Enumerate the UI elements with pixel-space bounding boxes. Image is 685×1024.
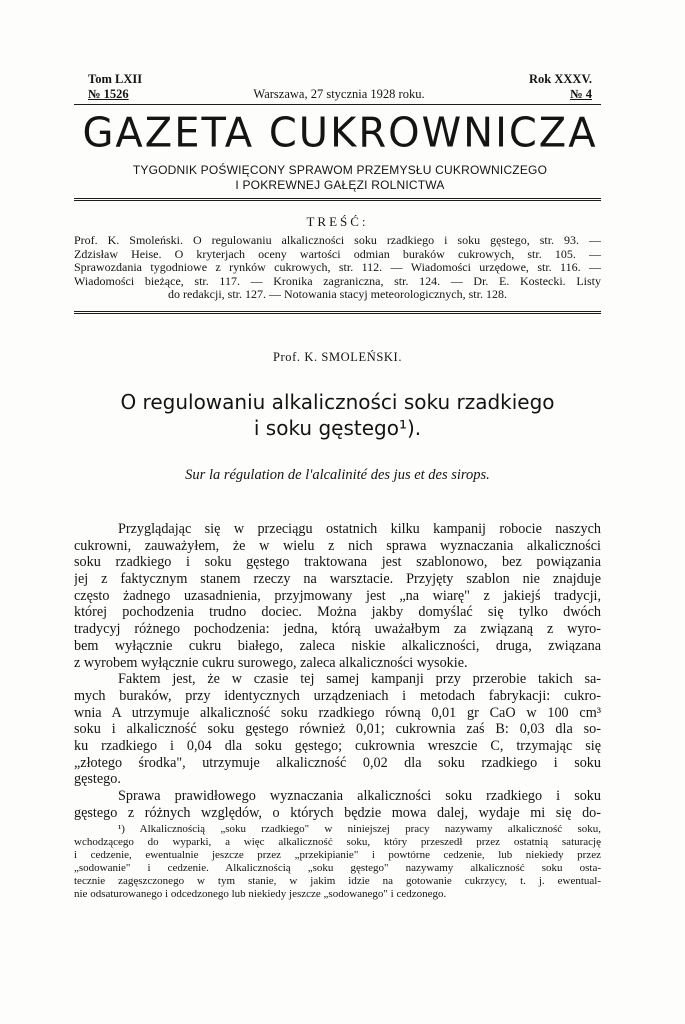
place-date: Warszawa, 27 stycznia 1928 roku. [253, 87, 425, 101]
volume-label: Tom LXII [88, 72, 143, 86]
contents-line: Prof. K. Smoleński. O regulowaniu alkaliczności soku rzadkiego i soku gęstego, str. 93. — [74, 234, 601, 247]
body-line: mych buraków, przy identycznych urządzeniach i metodach fabrykacji: cukro- [74, 687, 601, 704]
body-line: „złotego środka", utrzymuje alkaliczność 0,02 dla soku rzadkiego i soku [74, 754, 601, 771]
body-line: soku rzadkiego i soku gęstego traktowana jest szablonowo, bez powiązania [74, 554, 601, 571]
journal-subtitle-line2: I POKREWNEJ GAŁĘZI ROLNICTWA [235, 178, 445, 192]
article-title-line1: O regulowaniu alkaliczności soku rzadkiego [120, 390, 555, 414]
contents-list [74, 234, 601, 302]
body-line: Faktem jest, że w czasie tej samej kampanji przy przerobie takich sa- [118, 671, 601, 688]
body-line: często żadnego uzasadnienia, przyjmowany jest „na wiarę" z jakiejś tradycji, [74, 587, 601, 604]
footnote-line: ¹) Alkalicznością „soku rzadkiego" w niniejszej pracy nazywamy alkaliczność soku, [118, 823, 601, 835]
footnote-line: tecznie zagęszczonego w tym stanie, w jakim idzie na gotowanie cukrzycy, t. j. ewentual- [74, 875, 601, 888]
body-line: cukrowni, zauważyłem, że w wielu z nich sprawa wyznaczania alkaliczności [74, 537, 601, 554]
body-line: Sprawa prawidłowego wyznaczania alkaliczności soku rzadkiego i soku [118, 788, 601, 804]
body-line: gęstego. [74, 771, 121, 788]
contents-heading: TREŚĆ: [306, 214, 369, 229]
footnote-line: nie odsaturowanego i odcedzonego lub niekiedy jeszcze „sodowanego" i cedzonego. [74, 888, 447, 901]
contents-line: Sprawozdania tygodniowe z rynków cukrowych, str. 112. — Wiadomości urzędowe, str. 116. — [74, 261, 601, 275]
footnote [74, 823, 601, 902]
contents-double-rule [74, 311, 601, 314]
year-label: Rok XXXV. [529, 72, 592, 86]
footnote-line: „sodowanie" i cedzenie. Alkalicznością „soku gęstego" nazywamy alkaliczność soku osta- [74, 862, 601, 875]
article-title-line2: i soku gęstego¹). [253, 416, 422, 440]
body-line: jej z faktycznym stanem rzeczy na warsztacie. Przyjęty szablon nie znajduje [74, 571, 601, 588]
article-body [74, 521, 601, 821]
issue-in-year: № 4 [570, 87, 592, 101]
journal-title: GAZETA CUKROWNICZA [82, 109, 598, 157]
title-double-rule [74, 198, 601, 201]
body-line: Przyglądając się w przeciągu ostatnich kilku kampanij robocie naszych [118, 521, 601, 537]
footnote-line: wchodzącego do wyparki, a więc alkaliczność soku, który przeszedł przez ostatnią saturację [74, 836, 601, 849]
body-line: z wyrobem wyłącznie cukru surowego, zaleca alkaliczności wysokie. [74, 654, 468, 671]
masthead-rule [74, 104, 601, 105]
body-line: wnia A utrzymuje alkaliczność soku rzadkiego równą 0,01 gr CaO w 100 cm³ [74, 704, 601, 721]
contents-line: Wiadomości bieżące, str. 117. — Kronika zagraniczna, str. 124. — Dr. E. Kostecki. Listy [74, 274, 601, 288]
contents-line: do redakcji, str. 127. — Notowania stacyj meteorologicznych, str. 128. [168, 288, 507, 302]
journal-subtitle-line1: TYGODNIK POŚWIĘCONY SPRAWOM PRZEMYSŁU CUKROWNICZEGO [132, 163, 548, 177]
contents-line: Zdzisław Heise. O kryterjach oceny wartości odmian buraków cukrowych, str. 105. — [74, 247, 601, 261]
footnote-line: i cedzenie, ewentualnie jeszcze przez „przekipianie" i powtórne cedzenie, lub niekiedy przez [74, 849, 601, 862]
body-line: bem wyłącznie cukru białego, zaleca niskie alkaliczności, druga, związana [74, 637, 601, 654]
body-line: soku i alkaliczność soku gęstego również 0,01; cukrownia zaś B: 0,03 dla so- [74, 721, 601, 738]
body-line: ku rzadkiego i 0,04 dla soku gęstego; cukrownia wreszcie C, trzymając się [74, 737, 601, 754]
body-line: tradycyj różnego pochodzenia: jedna, którą uważałbym za związaną z wyro- [74, 621, 601, 638]
article-author: Prof. K. SMOLEŃSKI. [272, 350, 403, 364]
body-line: gęstego z różnych względów, o których będzie mowa dalej, wydaje mi się do- [74, 804, 601, 821]
body-line: której pochodzenia trudno dociec. Można jakby domyślać się tylko dwóch [74, 604, 601, 621]
article-french-title: Sur la régulation de l'alcalinité des jus et des sirops. [185, 467, 490, 483]
issue-number: № 1526 [88, 87, 129, 101]
